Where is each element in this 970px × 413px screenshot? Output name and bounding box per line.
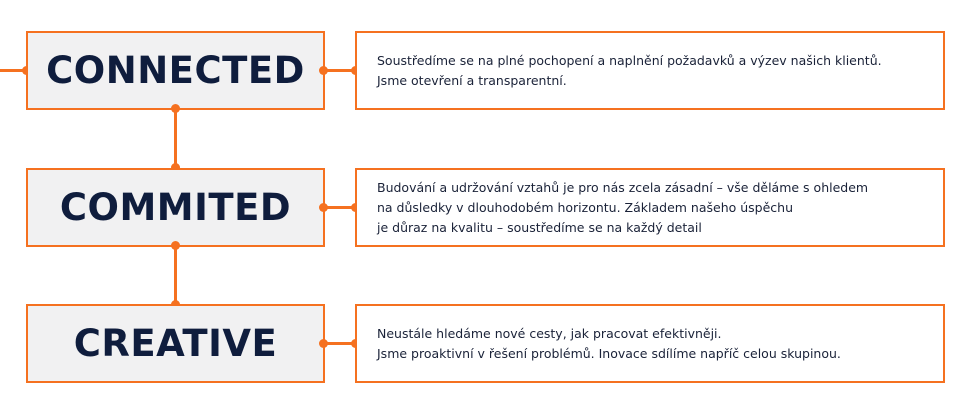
description-line: Budování a udržování vztahů je pro nás zcela zásadní – vše děláme s ohledem (377, 179, 869, 195)
value-title: COMMITED (59, 186, 292, 229)
description-line: je důraz na kvalitu – soustředíme se na každý detail (377, 219, 702, 235)
value-box-connected (26, 31, 325, 110)
vertical-connector-line (174, 247, 177, 304)
description-line: Neustále hledáme nové cesty, jak pracovat efektivněji. (377, 325, 722, 341)
description-line: Jsme proaktivní v řešení problémů. Inovace sdílíme napříč celou skupinou. (377, 345, 841, 361)
description-box-creative (355, 304, 945, 383)
description-line: na důsledky v dlouhodobém horizontu. Základem našeho úspěchu (377, 199, 794, 215)
description-box-connected (355, 31, 945, 110)
description-box-commited (355, 168, 945, 247)
value-box-commited (26, 168, 325, 247)
value-title: CONNECTED (46, 49, 305, 92)
value-title: CREATIVE (73, 322, 278, 365)
description-line: Soustředíme se na plné pochopení a naplnění požadavků a výzev našich klientů. (377, 52, 882, 68)
value-box-creative (26, 304, 325, 383)
description-line: Jsme otevření a transparentní. (377, 72, 567, 88)
vertical-connector-line (174, 110, 177, 167)
